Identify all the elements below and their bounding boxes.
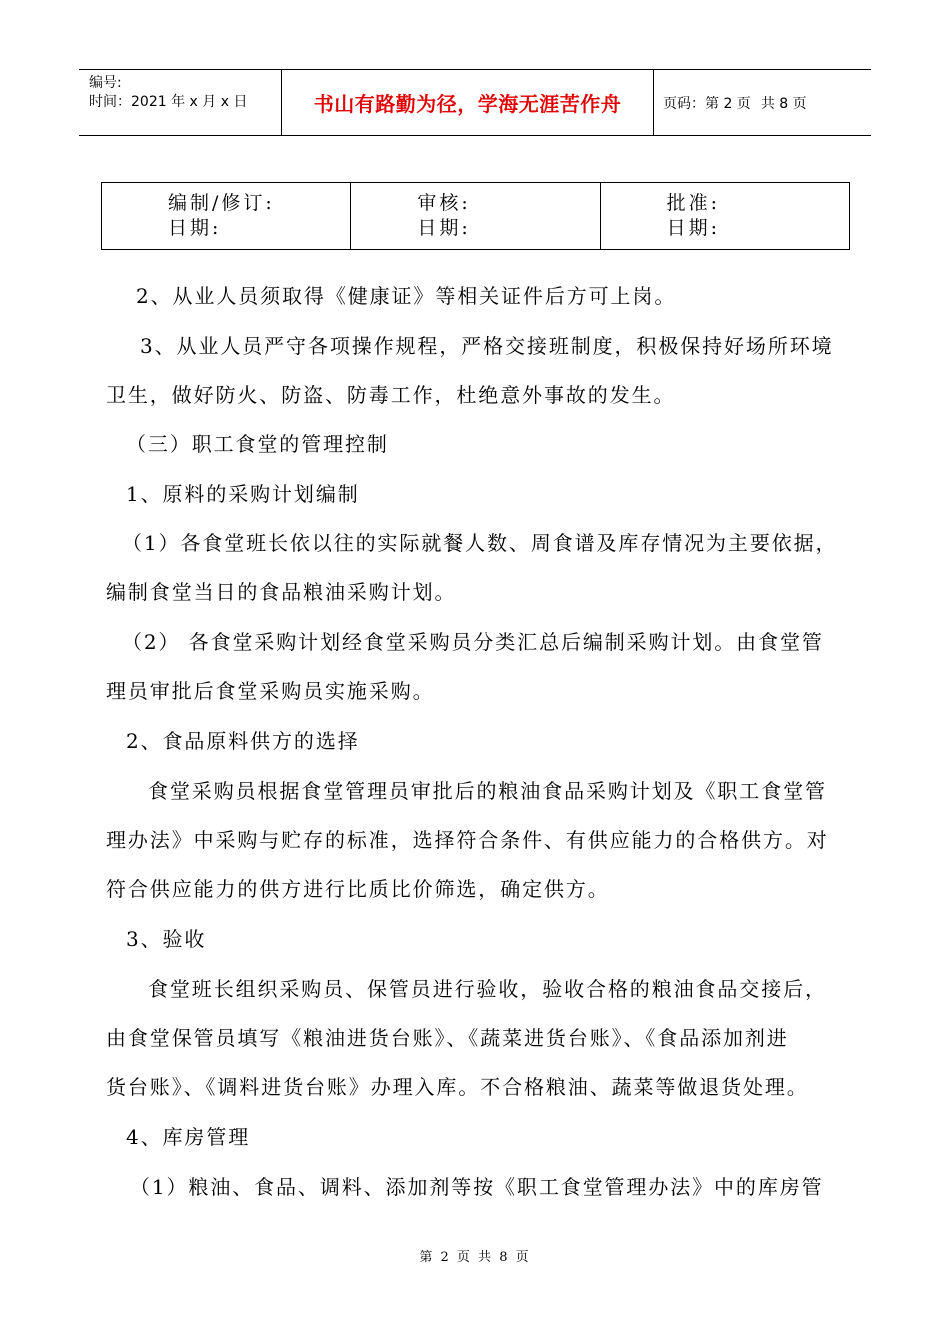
approval-row xyxy=(102,183,850,250)
doc-time: 时间：2021 年 x 月 x 日 xyxy=(89,94,248,110)
subheading-purchase-plan: 1、原料的采购计划编制 xyxy=(126,482,360,506)
paragraph-item2-line2: 理员审批后食堂采购员实施采购。 xyxy=(106,679,435,703)
header-meta xyxy=(79,70,282,135)
edit-label: 编制/修订: xyxy=(168,192,275,214)
subheading-acceptance: 3、验收 xyxy=(126,927,207,951)
page-total: 共 8 页 xyxy=(760,95,807,112)
approval-cell-approve xyxy=(600,183,849,250)
paragraph-rules-line2: 卫生，做好防火、防盗、防毒工作，杜绝意外事故的发生。 xyxy=(106,383,676,407)
paragraph-supplier-line3: 符合供应能力的供方进行比质比价筛选，确定供方。 xyxy=(106,877,610,901)
doc-number-label: 编号: xyxy=(89,75,122,91)
paragraph-item1-line1: （1）各食堂班长依以往的实际就餐人数、周食谱及库存情况为主要依据， xyxy=(122,531,838,555)
page-code: 页码：第 2 页 xyxy=(663,95,751,112)
section-heading-canteen: （三）职工食堂的管理控制 xyxy=(126,432,389,456)
edit-date-label: 日期: xyxy=(168,217,222,239)
subheading-storage: 4、库房管理 xyxy=(126,1125,251,1149)
paragraph-supplier-line1: 食堂采购员根据食堂管理员审批后的粮油食品采购计划及《职工食堂管 xyxy=(148,779,827,803)
approve-label: 批准: xyxy=(666,192,721,214)
page-footer: 第 2 页 共 8 页 xyxy=(419,1250,531,1265)
approve-date-label: 日期: xyxy=(666,217,721,239)
paragraph-item2-line1: （2） 各食堂采购计划经食堂采购员分类汇总后编制采购计划。由食堂管 xyxy=(122,630,824,654)
paragraph-rules-line1: 3、从业人员严守各项操作规程，严格交接班制度，积极保持好场所环境 xyxy=(140,334,834,358)
paragraph-storage-line1: （1）粮油、食品、调料、添加剂等按《职工食堂管理办法》中的库房管 xyxy=(130,1175,824,1199)
paragraph-acceptance-line1: 食堂班长组织采购员、保管员进行验收，验收合格的粮油食品交接后， xyxy=(148,977,827,1001)
approval-cell-review xyxy=(351,183,600,250)
paragraph-health-cert: 2、从业人员须取得《健康证》等相关证件后方可上岗。 xyxy=(136,284,677,308)
review-label: 审核: xyxy=(417,192,471,214)
paragraph-item1-line2: 编制食堂当日的食品粮油采购计划。 xyxy=(106,580,457,604)
header-motto: 书山有路勤为径，学海无涯苦作舟 xyxy=(282,70,654,135)
review-date-label: 日期: xyxy=(417,217,471,239)
paragraph-supplier-line2: 理办法》中采购与贮存的标准，选择符合条件、有供应能力的合格供方。对 xyxy=(106,828,829,852)
paragraph-acceptance-line3: 货台账》、《调料进货台账》办理入库。不合格粮油、蔬菜等做退货处理。 xyxy=(106,1075,809,1099)
header-page-code xyxy=(654,70,871,135)
paragraph-acceptance-line2: 由食堂保管员填写《粮油进货台账》、《蔬菜进货台账》、《食品添加剂进 xyxy=(106,1026,789,1050)
approval-table xyxy=(101,182,850,250)
subheading-supplier-selection: 2、食品原料供方的选择 xyxy=(126,729,360,753)
page-header xyxy=(79,69,871,136)
approval-cell-edit xyxy=(102,183,351,250)
